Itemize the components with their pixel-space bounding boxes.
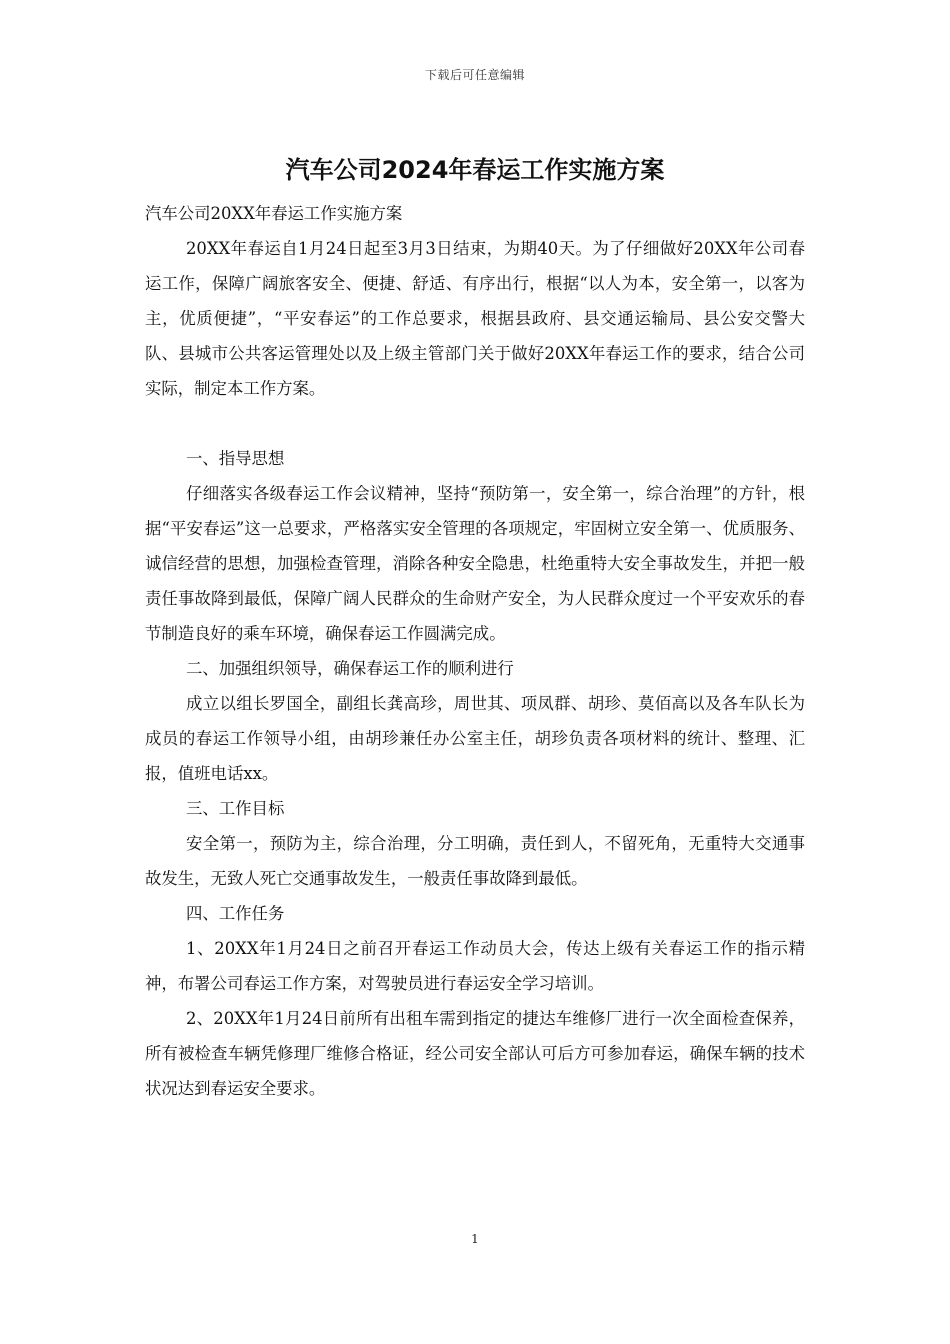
section-text-guiding-thought: 仔细落实各级春运工作会议精神，坚持“预防第一，安全第一，综合治理”的方针，根据“平安春运”这一总要求，严格落实安全管理的各项规定，牢固树立安全第一、优质服务、诚信经营的思想，加强检查管理，消除各种安全隐患，杜绝重特大安全事故发生，并把一般责任事故降到最低，保障广阔人民群众的生命财产安全，为人民群众度过一个平安欢乐的春节制造良好的乘车环境，确保春运工作圆满完成。 [145,484,805,643]
section-heading-organization: 二、加强组织领导，确保春运工作的顺利进行 [186,659,514,678]
intro-paragraph: 20XX年春运自1月24日起至3月3日结束，为期40天。为了仔细做好20XX年公司春运工作，保障广阔旅客安全、便捷、舒适、有序出行，根据“以人为本，安全第一，以客为主，优质便捷”，“平安春运”的工作总要求，根据县政府、县交通运输局、县公安交警大队、县城市公共客运管理处以及上级主管部门关于做好20XX年春运工作的要求，结合公司实际，制定本工作方案。 [145,239,805,398]
page-number: 1 [471,1232,479,1246]
task-item-1: 1、20XX年1月24日之前召开春运工作动员大会，传达上级有关春运工作的指示精神，布署公司春运工作方案，对驾驶员进行春运安全学习培训。 [145,939,805,993]
section-heading-guiding-thought: 一、指导思想 [186,449,285,468]
task-item-2: 2、20XX年1月24日前所有出租车需到指定的捷达车维修厂进行一次全面检查保养，所有被检查车辆凭修理厂维修合格证，经公司安全部认可后方可参加春运，确保车辆的技术状况达到春运安全要求。 [145,1009,805,1098]
paragraph-spacer [145,406,805,441]
section-heading-goals: 三、工作目标 [186,799,285,818]
section-text-organization: 成立以组长罗国全，副组长龚高珍，周世其、项凤群、胡珍、莫佰高以及各车队长为成员的春运工作领导小组，由胡珍兼任办公室主任，胡珍负责各项材料的统计、整理、汇报，值班电话xx。 [145,694,805,783]
document-subtitle: 汽车公司20XX年春运工作实施方案 [145,204,403,223]
document-title: 汽车公司2024年春运工作实施方案 [285,156,665,184]
section-heading-tasks: 四、工作任务 [186,904,285,923]
document-body [145,196,805,1106]
page-header-note: 下载后可任意编辑 [424,68,525,82]
section-text-goals: 安全第一，预防为主，综合治理，分工明确，责任到人，不留死角，无重特大交通事故发生，无致人死亡交通事故发生，一般责任事故降到最低。 [145,834,805,888]
